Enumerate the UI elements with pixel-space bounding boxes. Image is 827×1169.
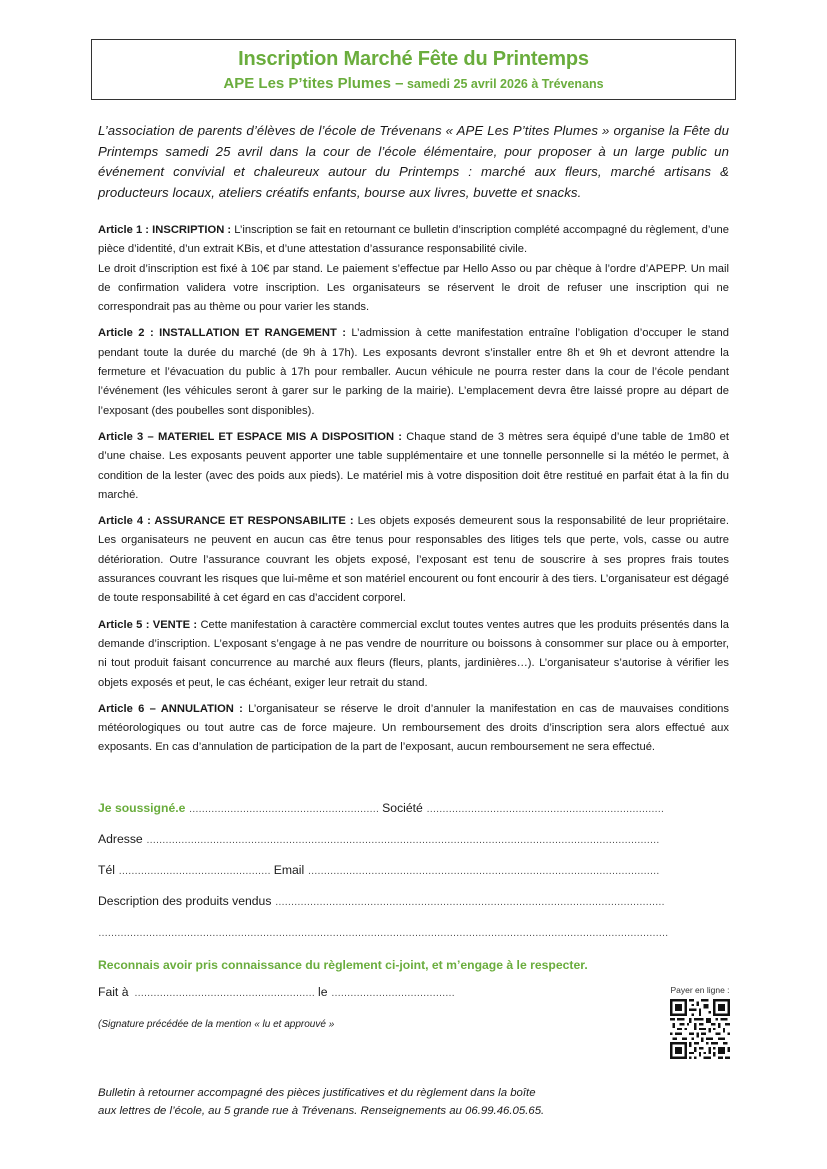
commitment-statement: Reconnais avoir pris connaissance du règlement ci-joint, et m’engage à le respecter.: [98, 958, 588, 972]
email-field[interactable]: …………………………………………………………………………………………………: [307, 866, 660, 877]
article-text: Les objets exposés demeurent sous la responsabilité de leur propriétaire. Les organisateurs ne peuvent en aucun cas être tenus pour responsables des litiges tels que perte, vols, casse ou autre détérioration. Outre l’assurance couvrant les objets exposé, l’exposant est tenu de souscrire à ses propres frais toutes assurances couvrant les risques que lui-même et son matériel encourent ou font encourir à des tiers. L’organisateur est dégagé de toute responsabilité à cet égard en cas d’accident corporel.: [98, 515, 729, 605]
payment-label: Payer en ligne :: [670, 985, 730, 995]
intro-paragraph: L’association de parents d’élèves de l’école de Trévenans « APE Les P’tites Plumes » organise la Fête du Printemps samedi 25 avril dans la cour de l’école élémentaire, pour proposer à un large public un événement convivial et chaleureux autour du Printemps : marché aux fleurs, marché artisans & producteurs locaux, ateliers créatifs enfants, bourse aux livres, buvette et snacks.: [98, 123, 729, 200]
event-date: samedi 25 avril 2026 à Trévenans: [403, 77, 604, 91]
article-4: [98, 512, 729, 608]
signature-note: (Signature précédée de la mention « lu et approuvé »: [98, 1019, 335, 1030]
signature-row: [98, 985, 454, 999]
products-field[interactable]: ……………………………………………………………………………………………………………: [274, 897, 665, 908]
article-text: Chaque stand de 3 mètres sera équipé d’une table de 1m80 et d’une chaise. Les exposants peuvent apporter une table supplémentaire et une tonnelle personnelle si la météo le permet, à condition de la lester (avec des poids aux pieds). Le matériel mis à votre disposition doit être restitué en parfait état à la fin du marché.: [98, 430, 729, 501]
article-heading: Article 4 : ASSURANCE ET RESPONSABILITE :: [98, 515, 354, 528]
form-row-products: [98, 889, 729, 920]
footer-line-1: Bulletin à retourner accompagné des pièces justificatives et du règlement dans la boîte: [98, 1087, 536, 1099]
article-text: L’inscription se fait en retournant ce bulletin d’inscription complété accompagné du règlement, d’une pièce d’identité, d’un extrait KBis, et d’une attestation d’assurance responsabilité civile.: [98, 224, 730, 256]
place-label: Fait à: [98, 985, 129, 999]
article-1: [98, 221, 729, 317]
company-field[interactable]: …………………………………………………………………: [426, 804, 664, 815]
articles-section: [98, 221, 729, 765]
article-3: [98, 428, 729, 505]
page-title: Inscription Marché Fête du Printemps: [238, 48, 589, 70]
article-heading: Article 5 : VENTE :: [98, 618, 198, 631]
date-field[interactable]: …………………………………: [330, 988, 455, 999]
form-row-products-2: [98, 920, 729, 951]
article-heading: Article 1 : INSCRIPTION :: [98, 224, 232, 236]
phone-field[interactable]: …………………………………………: [118, 866, 271, 877]
products-field-line2[interactable]: ………………………………………………………………………………………………………………………………………………………………: [98, 928, 668, 939]
email-label: Email: [273, 863, 305, 877]
header-box: [91, 39, 736, 100]
article-heading: Article 3 – MATERIEL ET ESPACE MIS A DISPOSITION :: [98, 430, 402, 443]
date-label: le: [318, 985, 328, 999]
form-row-contact: [98, 858, 729, 889]
article-6: [98, 700, 729, 758]
payment-qr-block: [660, 985, 740, 1059]
qr-code-icon[interactable]: [670, 999, 730, 1059]
article-2: [98, 324, 729, 420]
article-5: [98, 616, 729, 693]
form-row-address: [98, 827, 729, 858]
address-label: Adresse: [98, 832, 143, 846]
company-label: Société: [382, 801, 423, 815]
products-label: Description des produits vendus: [98, 894, 272, 908]
article-text: Cette manifestation à caractère commercial exclut toutes ventes autres que les produits présentés dans la demande d’inscription. L’exposant s’engage à ne pas vendre de nourriture ou boissons à consommer sur place ou à emporter, ni tout produit faisant concurrence au marché aux fleurs (fleurs, plants, jardinières…). L’organisateur s’autorise à vérifier les objets exposés et peut, le cas échéant, exiger leur retrait du stand.: [98, 618, 729, 689]
undersigned-label: Je soussigné.e: [98, 801, 186, 815]
association-name: APE Les P’tites Plumes –: [223, 75, 404, 92]
registration-form: [98, 796, 729, 977]
article-heading: Article 6 – ANNULATION :: [98, 702, 243, 715]
page-subtitle: [92, 74, 735, 94]
article-text: L’admission à cette manifestation entraîne l’obligation d’occuper le stand pendant toute la durée du marché (de 9h à 17h). Les exposants devront s’installer entre 8h et 9h et devront attendre la fermeture et l’évacuation du public à 17h pour remballer. Aucun véhicule ne pourra rester dans la cour de l’école pendant l’événement (les véhicules seront à garer sur le parking de la mairie). L’emplacement devra être laissé propre au départ de l’exposant (des poubelles sont disponibles).: [98, 327, 730, 417]
article-text: L’organisateur se réserve le droit d’annuler la manifestation en cas de mauvaises conditions météorologiques ou tout autre cas de force majeure. Un remboursement des droits d’inscription sera alors effectué aux exposants. En cas d’annulation de participation de la part de l’exposant, aucun remboursement ne sera effectué.: [98, 702, 729, 754]
footer-line-2: aux lettres de l’école, au 5 grande rue à Trévenans. Renseignements au 06.99.46.05.65.: [98, 1105, 545, 1117]
article-text: Le droit d’inscription est fixé à 10€ par stand. Le paiement s’effectue par Hello Asso ou par chèque à l’ordre d’APEPP. Un mail de confirmation validera votre inscription. Les organisateurs se réservent le droit de refuser une inscription qui ne correspondrait pas au thème ou pour varier les stands.: [98, 262, 729, 314]
undersigned-field[interactable]: ……………………………………………………: [188, 804, 379, 815]
phone-label: Tél: [98, 863, 115, 877]
footer-note: [98, 1084, 618, 1120]
place-field[interactable]: …………………………………………………: [131, 988, 315, 999]
form-row-name: [98, 796, 729, 827]
address-field[interactable]: ………………………………………………………………………………………………………………………………………………: [146, 835, 660, 846]
article-heading: Article 2 : INSTALLATION ET RANGEMENT :: [98, 327, 346, 340]
